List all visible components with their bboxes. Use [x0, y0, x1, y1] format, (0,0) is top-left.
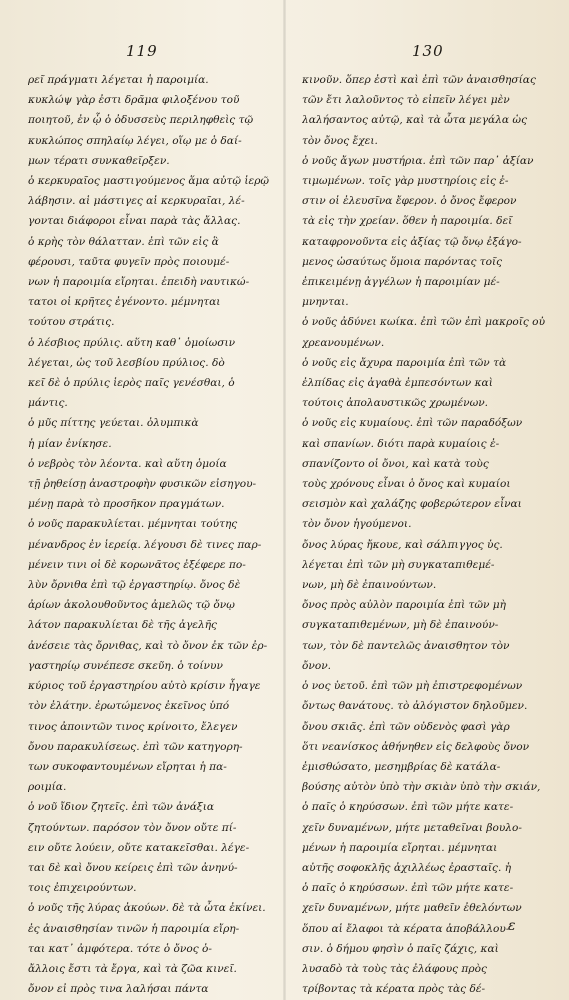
- text-line: ὁ νοῦς εἰς κυμαίους. ἐπὶ τῶν παραδόξων: [302, 417, 523, 430]
- text-line: ὄνος λύρας ἤκουε, καὶ σάλπιγγος ὑς.: [302, 538, 503, 551]
- text-line: ἐμισθώσατο, μεσημβρίας δὲ κατάλα-: [302, 760, 501, 773]
- text-line: ἐλπίδας εἰς ἀγαθὰ ἐμπεσόντων καὶ: [302, 377, 493, 390]
- text-line: ὁ παῖς ὁ κηρύσσων. ἐπὶ τῶν μήτε κατε-: [302, 801, 514, 814]
- text-line: τὸν ὄνος ἔχει.: [302, 134, 378, 147]
- text-line: ρεῖ πράγματι λέγεται ἡ παροιμία.: [28, 74, 209, 86]
- text-line: ὁ κερκυραῖος μαστιγούμενος ἅμα αὐτῷ ἱερῷ: [28, 175, 270, 188]
- text-line: των, τὸν δὲ παντελῶς ἀναισθητον τὸν: [302, 639, 510, 652]
- text-line: χεῖν δυναμένων, μήτε μεταθεῖναι βουλο-: [302, 821, 522, 834]
- text-line: τιμωμένων. τοῖς γὰρ μυστηρίοις εἰς ἐ-: [302, 175, 509, 188]
- text-line: τὸν ὄνον ἡγούμενοι.: [302, 518, 412, 531]
- book-gutter: [283, 0, 286, 1000]
- text-line: ποιητοῦ, ἐν ᾧ ὁ ὀδυσσεὺς περιληφθεὶς τῷ: [28, 114, 254, 127]
- text-line: ται κατ᾽ ἀμφότερα. τότε ὁ ὄνος ὁ-: [28, 942, 213, 955]
- text-line: ἐπικειμένῃ ἀγγέλων ἡ παροιμίαν μέ-: [302, 276, 500, 289]
- text-line: τὸν ἐλάτην. ἐρωτώμενος ἐκεῖνος ὑπό: [28, 700, 230, 713]
- text-line: των συκοφαντουμένων εἴρηται ἡ πα-: [28, 760, 227, 773]
- text-line: μάντις.: [28, 397, 68, 410]
- text-line: μενος ὡσαύτως ὅμοια παρόντας τοῖς: [302, 255, 503, 268]
- text-line: λέγεται ἐπὶ τῶν μὴ συγκαταπιθεμέ-: [302, 558, 495, 571]
- text-line: ὄνον εἰ πρὸς τινα λαλήσαι πάντα: [28, 983, 209, 996]
- text-line: φέρουσι, ταῦτα φυγεῖν πρὸς ποιουμέ-: [28, 255, 230, 268]
- text-line: ὁ νοῦς ἀδύνει κωίκα. ἐπὶ τῶν ἐπὶ μακροῖς οὐ: [302, 316, 545, 329]
- text-line: ὄνον.: [302, 659, 332, 672]
- text-line: συγκαταπιθεμένων, μὴ δὲ ἐπαινούν-: [302, 619, 499, 632]
- text-line: λὺν ὄρνιθα ἐπὶ τῷ ἐργαστηρίῳ. ὄνος δὲ: [28, 579, 241, 592]
- text-line: νων ἡ παροιμία εἴρηται. ἐπειδὴ ναυτικώ-: [28, 276, 250, 289]
- text-line: ὁ παῖς ὁ κηρύσσων. ἐπὶ τῶν μήτε κατε-: [302, 882, 514, 895]
- right-text-column: [302, 70, 545, 999]
- text-line: ἐς ἀναισθησίαν τινῶν ἡ παροιμία εἴρη-: [28, 922, 240, 935]
- text-line: χεῖν δυναμένων, μήτε μαθεῖν ἐθελόντων: [302, 902, 522, 915]
- text-line: ὅτι νεανίσκος ἀθήνηθεν εἰς δελφοὺς ὄνον: [302, 740, 530, 753]
- text-line: ὁ νοῦ ἴδιον ζητεῖς. ἐπὶ τῶν ἀνάξια: [28, 801, 215, 814]
- text-line: τινος ἀποιντῶν τινος κρίνοιτο, ἔλεγεν: [28, 720, 238, 733]
- text-line: ὁ μῦς πίττης γεύεται. ὀλυμπικὰ: [28, 417, 199, 430]
- text-line: στιν οἱ ἐλευσῖνα ἔφερον. ὁ ὄνος ἔφερον: [302, 195, 517, 208]
- text-line: ροιμία.: [28, 781, 67, 794]
- text-line: ὁ νος ὑετοῦ. ἐπὶ τῶν μὴ ἐπιστρεφομένων: [302, 680, 523, 693]
- text-line: ὁ νοῦς ἄγων μυστήρια. ἐπὶ τῶν παρ᾽ ἀξίαν: [302, 154, 534, 167]
- text-line: ὅπου αἱ ἔλαφοι τὰ κέρατα ἀποβάλλου-: [302, 922, 510, 935]
- text-line: λαλήσαντος αὐτῷ, καὶ τὰ ὦτα μεγάλα ὡς: [302, 114, 528, 127]
- text-line: κυκλώψ γὰρ ἐστι δρᾶμα φιλοξένου τοῦ: [28, 94, 240, 107]
- text-line: γονται διάφοροι εἶναι παρὰ τὰς ἄλλας.: [28, 215, 241, 228]
- text-line: μνηνται.: [302, 296, 349, 309]
- text-line: τῶν ἔτι λαλοῦντος τὸ εἰπεῖν λέγει μὲν: [302, 94, 510, 107]
- text-line: ὄνου παρακυλίσεως. ἐπὶ τῶν κατηγορη-: [28, 740, 243, 753]
- text-line: λάτον παρακυλίεται δὲ τῆς ἀγελῆς: [28, 619, 217, 632]
- text-line: ἡ μίαν ἐνίκησε.: [28, 437, 112, 450]
- left-text-column: [28, 70, 271, 999]
- text-line: καταφρονοῦντα εἰς ἀξίας τῷ ὄνῳ ἐξάγο-: [302, 235, 522, 248]
- text-line: μένων ἡ παροιμία εἴρηται. μέμνηται: [302, 841, 498, 854]
- text-line: ὄνος πρὸς αὐλὸν παροιμία ἐπὶ τῶν μὴ: [302, 599, 507, 612]
- text-line: σιν. ὁ δήμου φησὶν ὁ παῖς ζάχις, καὶ: [302, 942, 499, 955]
- text-line: τὰ εἰς τὴν χρείαν. ὅθεν ἡ παροιμία. δεῖ: [302, 215, 513, 228]
- text-line: κεῖ δὲ ὁ πρύλις ἱερὸς παῖς γενέσθαι, ὁ: [28, 377, 235, 390]
- text-line: κύριος τοῦ ἐργαστηρίου αὐτὸ κρίσιν ἦγαγε: [28, 680, 261, 693]
- text-line: τῇ ῥηθείσῃ ἀναστροφὴν φυσικῶν εἰσηγου-: [28, 478, 257, 491]
- text-line: ὁ νοῦς εἰς ἄχυρα παροιμία ἐπὶ τῶν τὰ: [302, 356, 507, 369]
- text-line: τρίβοντας τὰ κέρατα πρὸς τὰς δέ-: [302, 983, 486, 996]
- text-line: ται δὲ καὶ ὄνου κείρεις ἐπὶ τῶν ἀνηνύ-: [28, 861, 238, 874]
- text-line: κυκλώπος σπηλαίῳ λέγει, οἵῳ με ὁ δαί-: [28, 134, 242, 147]
- text-line: ἀρίων ἀκολουθοῦντος ἀμελῶς τῷ ὄνῳ: [28, 599, 235, 612]
- text-line: μένειν τινι οἱ δὲ κορωνᾶτος ἐξέφερε πο-: [28, 558, 246, 571]
- catchword: ε: [508, 918, 516, 934]
- text-line: τατοι οἱ κρῆτες ἐγένοντο. μέμνηται: [28, 296, 221, 309]
- text-line: ειν οὔτε λούειν, οὔτε κατακεῖσθαι. λέγε-: [28, 841, 250, 854]
- text-line: μένανδρος ἐν ἱερείᾳ. λέγουσι δὲ τινες παρ-: [28, 538, 262, 551]
- text-line: κινοῦν. ὅπερ ἐστὶ καὶ ἐπὶ τῶν ἀναισθησίας: [302, 74, 536, 86]
- text-line: ὁ λέσβιος πρύλις. αὕτη καθ᾽ ὁμοίωσιν: [28, 336, 236, 349]
- text-line: λέγεται, ὡς τοῦ λεσβίου πρύλιος. δὸ: [28, 356, 225, 369]
- text-line: ὁ νοῦς παρακυλίεται. μέμνηται τούτης: [28, 518, 238, 531]
- text-line: ζητούντων. παρόσον τὸν ὄνον οὔτε πί-: [28, 821, 237, 834]
- text-line: ὄνου σκιᾶς. ἐπὶ τῶν οὐδενὸς φασὶ γὰρ: [302, 720, 510, 733]
- text-line: ὁ νοῦς τῆς λύρας ἀκούων. δὲ τὰ ὦτα ἐκίνει.: [28, 902, 266, 915]
- text-line: γαστηρίῳ συνέπεσε σκεῦη. ὁ τοίνυν: [28, 659, 223, 672]
- text-line: τοὺς χρόνους εἶναι ὁ ὄνος καὶ κυμαίοι: [302, 478, 511, 491]
- text-line: λυσαδὸ τὰ τοὺς τὰς ἐλάφους πρὸς: [302, 962, 487, 975]
- text-line: νων, μὴ δὲ ἐπαινούντων.: [302, 579, 437, 592]
- text-line: χρεανουμένων.: [302, 336, 385, 349]
- text-line: ὁ κρὴς τὸν θάλατταν. ἐπὶ τῶν εἰς ἃ: [28, 235, 219, 248]
- text-line: τοις ἐπιχειρούντων.: [28, 882, 137, 895]
- page-number-right: 130: [412, 42, 444, 60]
- text-line: λάβησιν. αἱ μάστιγες αἱ κερκυραῖαι, λέ-: [28, 195, 245, 208]
- text-line: καὶ σπανίων. διότι παρὰ κυμαίοις ἐ-: [302, 437, 500, 450]
- text-line: ὄντως θανάτους. τὸ ἀλόγιστον δηλοῦμεν.: [302, 700, 528, 713]
- text-line: τούτου στράτις.: [28, 316, 115, 329]
- text-line: ὁ νεβρὸς τὸν λέοντα. καὶ αὕτη ὁμοία: [28, 457, 227, 470]
- page-number-left: 119: [126, 42, 158, 60]
- text-line: αὐτῆς σοφοκλῆς ἀχιλλέως ἐρασταῖς. ἡ: [302, 861, 512, 874]
- text-line: ἄλλοις ἔστι τὰ ἔργα, καὶ τὰ ζῶα κινεῖ.: [28, 962, 237, 975]
- text-line: βούσης αὐτὸν ὑπὸ τὴν σκιὰν ὑπὸ τὴν σκιάν,: [302, 781, 541, 794]
- text-line: μένῃ παρὰ τὸ προσῆκον πραγμάτων.: [28, 498, 225, 511]
- text-line: σπανίζοντο οἱ ὄνοι, καὶ κατὰ τοὺς: [302, 457, 489, 470]
- text-line: μων τέρατι συνκαθεῖρξεν.: [28, 154, 170, 167]
- text-line: ἀνέσειε τὰς ὄρνιθας, καὶ τὸ ὄνον ἐκ τῶν ἐρ-: [28, 639, 268, 652]
- text-line: τούτοις ἀπολαυστικῶς χρωμένων.: [302, 397, 489, 410]
- text-line: σεισμὸν καὶ χαλάζης φοβερώτερον εἶναι: [302, 498, 522, 511]
